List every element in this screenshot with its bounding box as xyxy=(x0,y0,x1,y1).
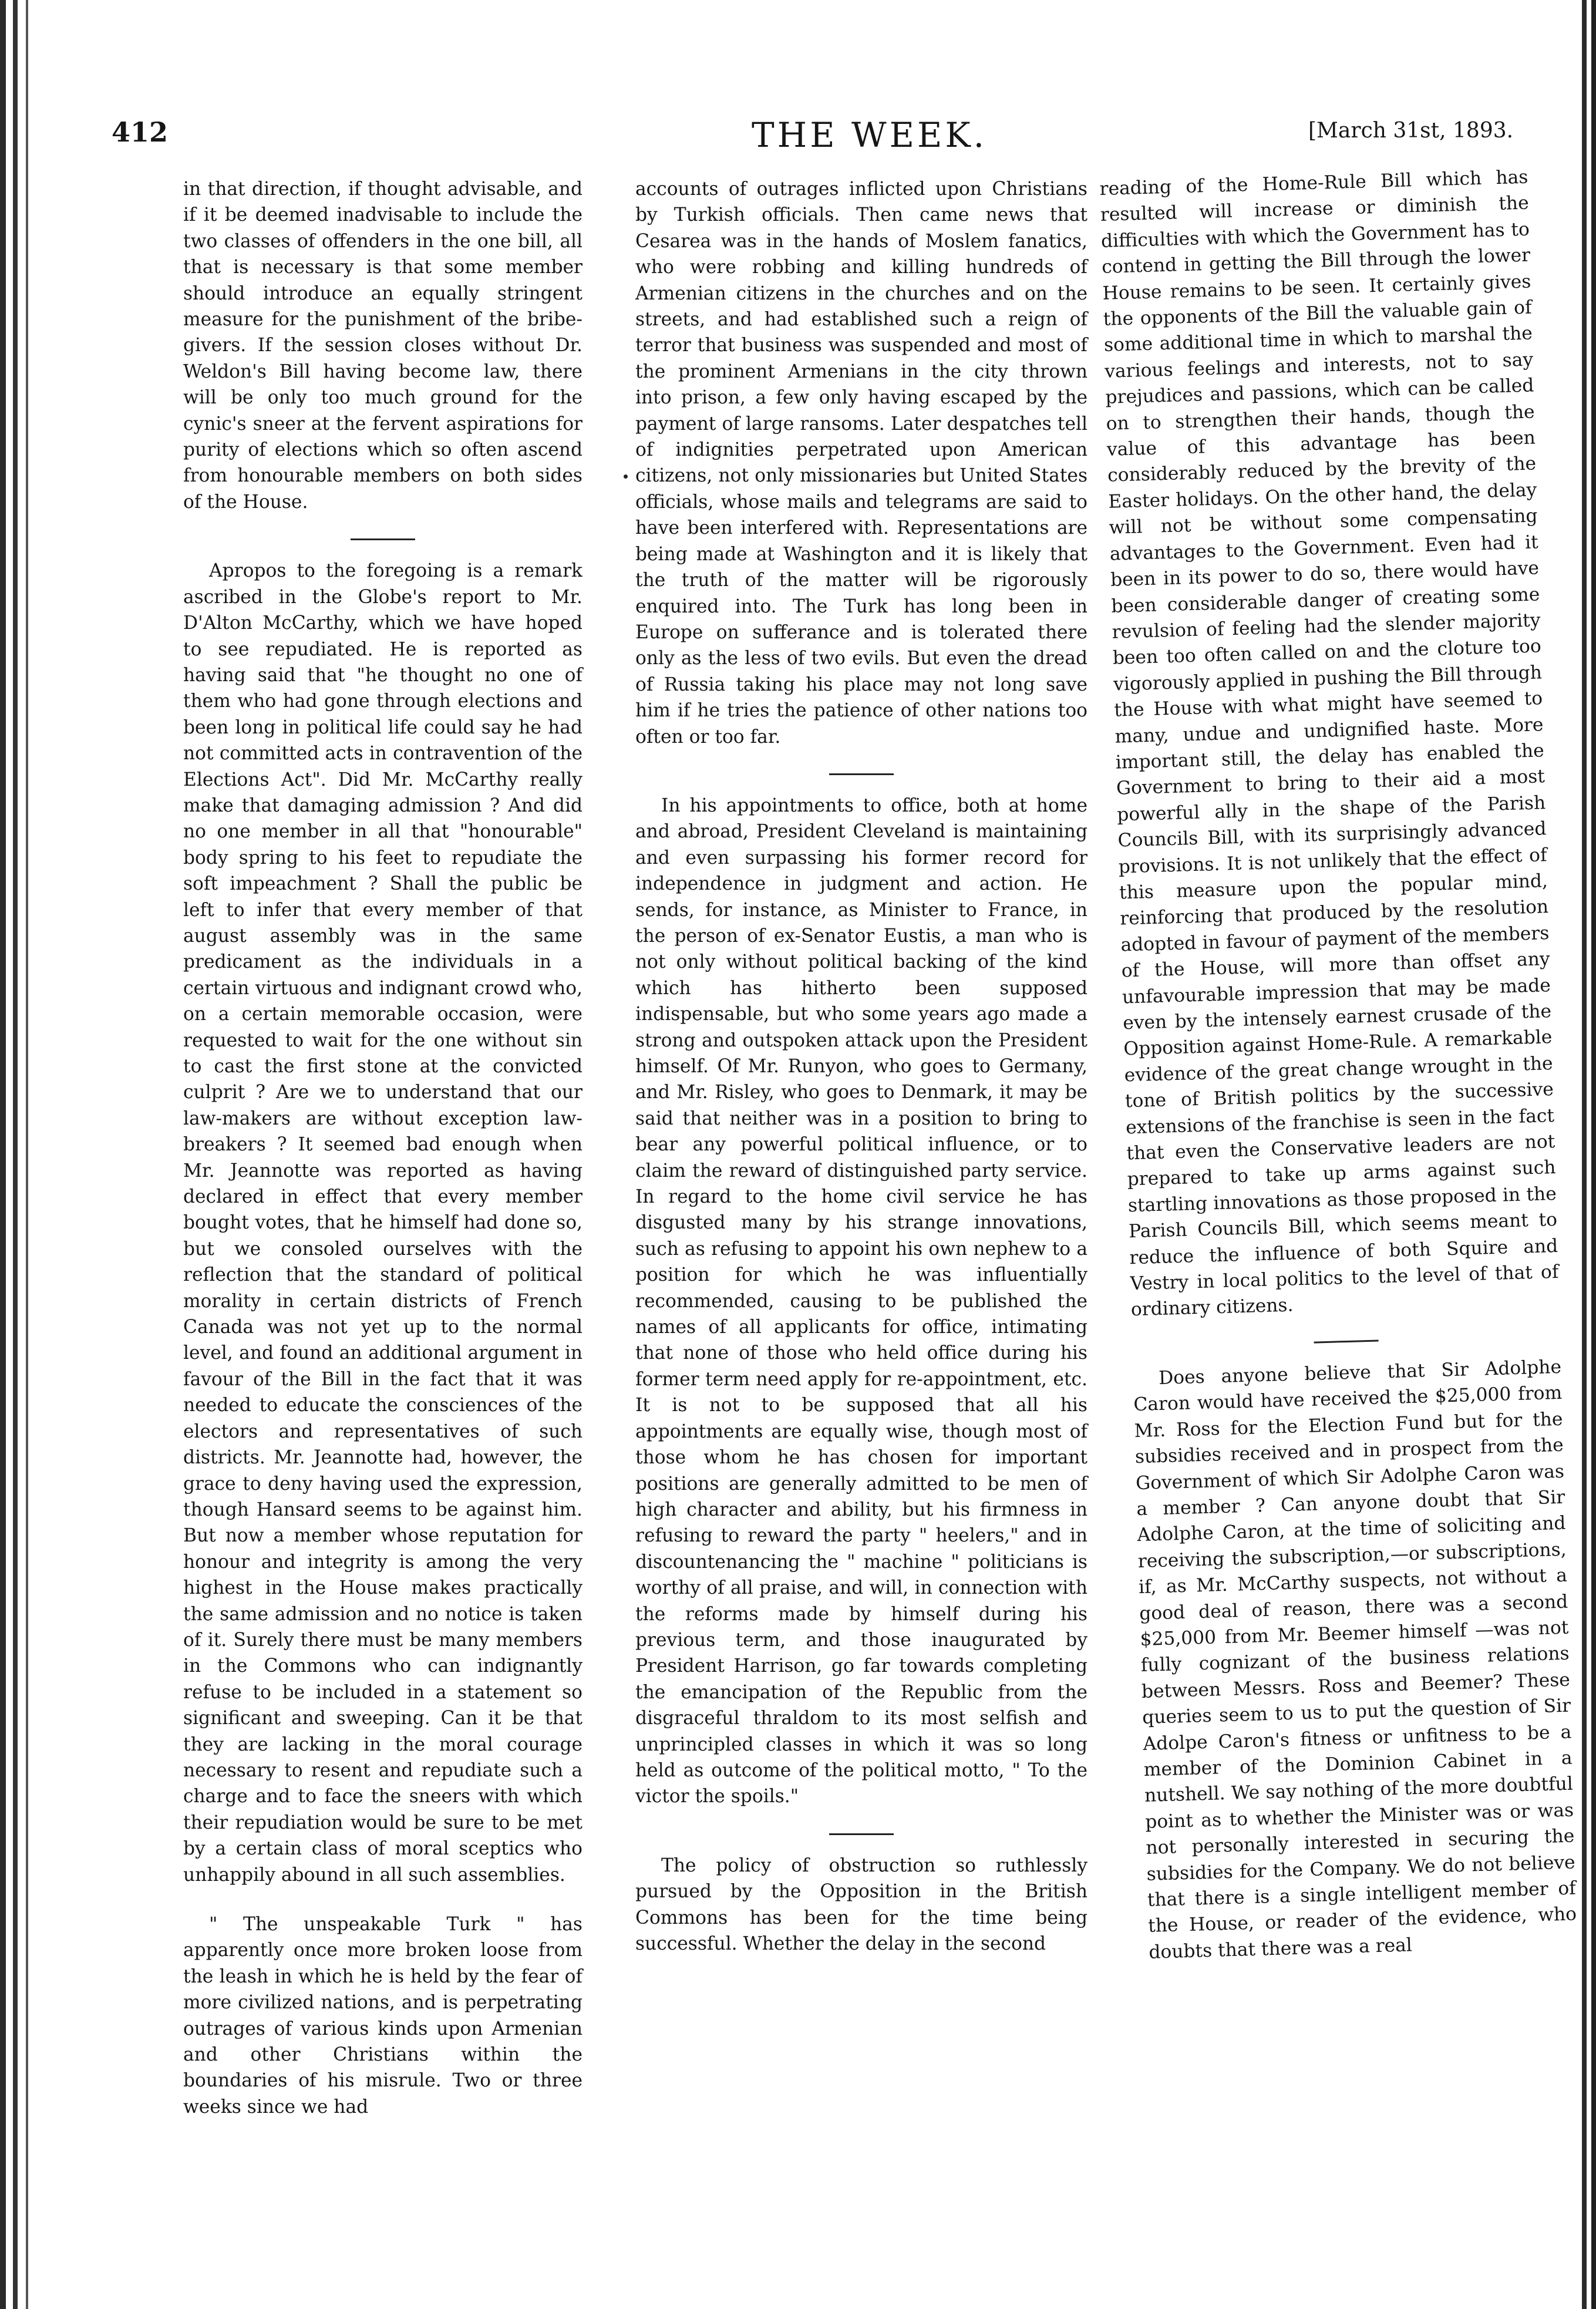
column-1 xyxy=(183,176,582,2143)
paragraph-col1-3: " The unspeakable Turk " has apparently once more broken loose from the leash in which he is held by the fear of more civilized nations, and is perpetrating outrages of various kinds upon Armenian and other Christians within the boundaries of his misrule. Two or three weeks since we had xyxy=(183,1914,582,2118)
section-divider xyxy=(351,538,415,540)
section-divider xyxy=(829,773,894,775)
page-binding-edge xyxy=(0,0,70,2309)
paragraph-col1-1: in that direction, if thought advisable, and if it be deemed inadvisable to include the two classes of offenders in the one bill, all that is necessary is that some member should introduce an equally stringent measure for the punishment of the bribe-givers. If the session closes without Dr. Weldon's Bill having become law, there will be only too much ground for the cynic's sneer at the fervent aspirations for purity of elections which so often ascend from honourable members on both sides of the House. xyxy=(183,179,582,513)
paragraph-col3-1: reading of the Home-Rule Bill which has resulted will increase or diminish the difficulties with which the Government has to contend in getting the Bill through the lower House remains to be seen. It certainly gives the opponents of the Bill the valuable gain of some additional time in which to marshal the various feelings and interests, not to say prejudices and passions, which can be called on to strengthen their hands, though the value of this advantage has been considerably reduced by the brevity of the Easter holidays. On the other hand, the delay will not be without some compensating advantages to the Government. Even had it been in its power to do so, there would have been considerable danger of creating some revulsion of feeling had the slender majority been too often called on and the cloture too vigorously applied in pushing the Bill through the House with what might have seemed to many, undue and undignified haste. More important still, the delay has enabled the Government to bring to their aid a most powerful ally in the shape of the Parish Councils Bill, with its surprisingly advanced provisions. It is not unlikely that the effect of this measure upon the popular mind, reinforcing that produced by the resolution adopted in favour of payment of the members of the House, will more than offset any unfavourable impression that may be made even by the intensely earnest crusade of the Opposition against Home-Rule. A remarkable evidence of the great change wrought in the tone of British politics by the successive extensions of the franchise is seen in the fact that even the Conservative leaders are not prepared to take up arms against such startling innovations as those proposed in the Parish Councils Bill, which seems meant to reduce the influence of both Squire and Vestry in local politics to the level of that of ordinary citizens. xyxy=(1099,166,1559,1321)
paragraph-col1-2: Apropos to the foregoing is a remark ascribed in the Globe's report to Mr. D'Alton McCarthy, which we have hoped to see repudiated. He is reported as having said that "he thought no one of them who had gone through elections and been long in political life could say he had not committed acts in contravention of the Elections Act". Did Mr. McCarthy really make that damaging admission ? And did no one member in all that "honourable" body spring to his feet to repudiate the soft impeachment ? Shall the public be left to infer that every member of that august assembly was in the same predicament as the individuals in a certain virtuous and indignant crowd who, on a certain memorable occasion, were requested to wait for the one without sin to cast the first stone at the convicted culprit ? Are we to understand that our law-makers are without exception law-breakers ? It seemed bad enough when Mr. Jeannotte was reported as having declared in effect that every member bought votes, that he himself had done so, but we consoled ourselves with the reflection that the standard of political morality in certain districts of French Canada was not yet up to the normal level, and found an additional argument in favour of the Bill in the fact that it was needed to educate the consciences of the electors and representatives of such districts. Mr. Jeannotte had, however, the grace to deny having used the expression, though Hansard seems to be against him. But now a member whose reputation for honour and integrity is among the very highest in the House makes practically the same admission and no notice is taken of it. Surely there must be many members in the Commons who can indignantly refuse to be included in a statement so significant and sweeping. Can it be that they are lacking in the moral courage necessary to resent and repudiate such a charge and to face the sneers with which their repudiation would be sure to be met by a certain class of moral sceptics who unhappily abound in all such assemblies. xyxy=(183,560,582,1886)
paragraph-col2-1: accounts of outrages inflicted upon Christians by Turkish officials. Then came news that Cesarea was in the hands of Moslem fanatics, who were robbing and killing hundreds of Armenian citizens in the churches and on the streets, and had established such a reign of terror that business was suspended and most of the prominent Armenians in the city thrown into prison, a few only having escaped by the payment of large ransoms. Later despatches tell of indignities perpetrated upon American citizens, not only missionaries but United States officials, whose mails and telegrams are said to have been interfered with. Representations are being made at Washington and it is likely that the truth of the matter will be rigorously enquired into. The Turk has long been in Europe on sufferance and is tolerated there only as the less of two evils. But even the dread of Russia taking his place may not long save him if he tries the patience of other nations too often or too far. xyxy=(635,179,1087,748)
masthead-title: THE WEEK. xyxy=(752,115,988,155)
column-2 xyxy=(635,176,1087,1980)
section-divider xyxy=(1314,1339,1379,1343)
section-divider xyxy=(829,1833,894,1835)
margin-dot xyxy=(624,474,628,479)
column-3 xyxy=(1099,164,1578,1989)
paragraph-col2-2: In his appointments to office, both at home and abroad, President Cleveland is maintaining and even surpassing his former record for independence in judgment and action. He sends, for instance, as Minister to France, in the person of ex-Senator Eustis, a man who is not only without political backing of the kind which has hitherto been supposed indispensable, but who some years ago made a strong and outspoken attack upon the President himself. Of Mr. Runyon, who goes to Germany, and Mr. Risley, who goes to Denmark, it may be said that neither was in a position to bring to bear any powerful political influence, or to claim the reward of distinguished party service. In regard to the home civil service he has disgusted many by his strange innovations, such as refusing to appoint his own nephew to a position for which he was influentially recommended, causing to be published the names of all applicants for office, intimating that none of those who held office during his former term need apply for re-appointment, etc. It is not to be supposed that all his appointments are equally wise, though most of those whom he has chosen for important positions are generally admitted to be men of high character and ability, but his firmness in refusing to reward the party " heelers," and in discountenancing the " machine " politicians is worthy of all praise, and will, in connection with the reforms made by himself during his previous term, and those inaugurated by President Harrison, go far towards completing the emancipation of the Republic from the disgraceful thraldom to its most selfish and unprincipled classes in which it was so long held as outcome of the political motto, " To the victor the spoils." xyxy=(635,795,1087,1808)
paragraph-col3-2: Does anyone believe that Sir Adolphe Caron would have received the $25,000 from Mr. Ross for the Election Fund but for the subsidies received and in prospect from the Government of which Sir Adolphe Caron was a member ? Can anyone doubt that Sir Adolphe Caron, at the time of soliciting and receiving the subscription,—or subscriptions, if, as Mr. McCarthy suspects, not without a good deal of reason, there was a second $25,000 from Mr. Beemer himself —was not fully cognizant of the business relations between Messrs. Ross and Beemer? These queries seem to us to put the question of Sir Adolpe Caron's fitness or unfitness to be a member of the Dominion Cabinet in a nutshell. We say nothing of the more doubtful point as to whether the Minister was or was not personally interested in securing the subsidies for the Company. We do not believe that there is a single intelligent member of the House, or reader of the evidence, who doubts that there was a real xyxy=(1133,1356,1577,1963)
issue-date: [March 31st, 1893. xyxy=(1308,119,1514,143)
page-number: 412 xyxy=(112,116,169,148)
paragraph-col2-3: The policy of obstruction so ruthlessly pursued by the Opposition in the British Commons has been for the time being successful. Whether the delay in the second xyxy=(635,1854,1087,1954)
